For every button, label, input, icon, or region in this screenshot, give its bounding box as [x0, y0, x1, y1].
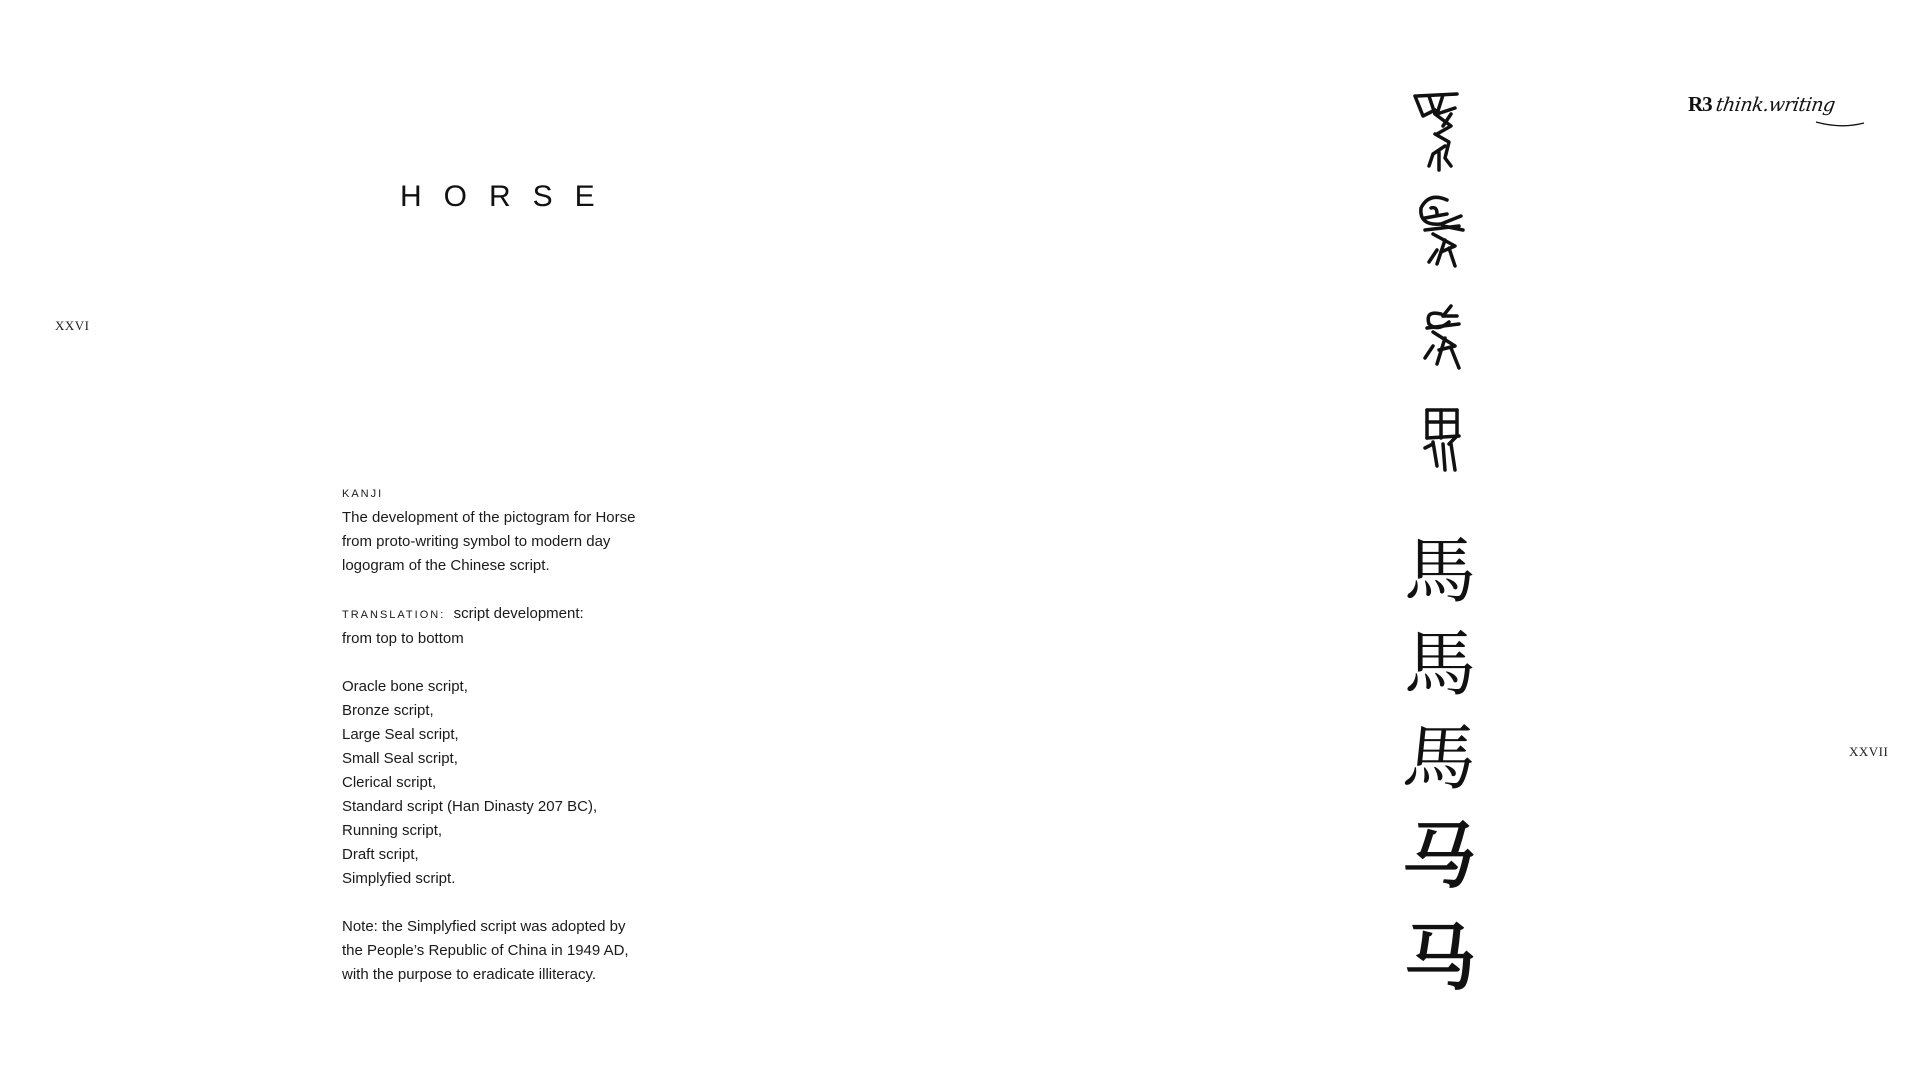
- page-number-left: XXVI: [55, 318, 90, 333]
- standard-script-glyph: 馬: [1403, 622, 1476, 706]
- translation-line: [342, 602, 672, 627]
- bronze-horse-icon: [1385, 186, 1495, 286]
- script-list-item: Simplyfied script.: [342, 870, 456, 887]
- clerical-script-glyph: 馬: [1403, 529, 1476, 613]
- brand-logo: [1688, 92, 1834, 132]
- translation-text: script development:: [453, 605, 584, 622]
- logo-mark: R3: [1688, 92, 1712, 116]
- translation-line2: from top to bottom: [342, 630, 464, 647]
- simplified-script-glyph: 马: [1403, 915, 1476, 1000]
- note-line: Note: the Simplyfied script was adopted by: [342, 918, 626, 935]
- draft-script-glyph: 马: [1396, 813, 1484, 898]
- description-text-block: [342, 482, 672, 987]
- script-list-item: Large Seal script,: [342, 726, 459, 743]
- script-list-item: Small Seal script,: [342, 750, 458, 767]
- page-title: HORSE: [400, 180, 617, 213]
- script-list-item: Oracle bone script,: [342, 678, 468, 695]
- script-list-item: Clerical script,: [342, 774, 437, 791]
- oracle-bone-horse-icon: [1385, 86, 1495, 186]
- large-seal-horse-icon: [1385, 286, 1495, 386]
- logo-swash-icon: [1716, 120, 1866, 130]
- script-list-item: Draft script,: [342, 846, 419, 863]
- script-list-item: Standard script (Han Dinasty 207 BC),: [342, 798, 598, 815]
- kanji-line: from proto-writing symbol to modern day: [342, 533, 611, 550]
- script-list-item: Running script,: [342, 822, 443, 839]
- kanji-line: The development of the pictogram for Horse: [342, 509, 636, 526]
- script-list-item: Bronze script,: [342, 702, 434, 719]
- running-script-glyph: 馬: [1399, 716, 1481, 800]
- translation-label: TRANSLATION:: [342, 609, 446, 621]
- kanji-line: logogram of the Chinese script.: [342, 557, 550, 574]
- note-line: with the purpose to eradicate illiteracy.: [342, 966, 597, 983]
- page-number-right: XXVII: [1849, 744, 1889, 759]
- logo-script: think.writing: [1714, 94, 1836, 116]
- small-seal-horse-icon: [1385, 386, 1495, 486]
- kanji-label: KANJI: [342, 488, 384, 500]
- note-line: the People’s Republic of China in 1949 AD,: [342, 942, 629, 959]
